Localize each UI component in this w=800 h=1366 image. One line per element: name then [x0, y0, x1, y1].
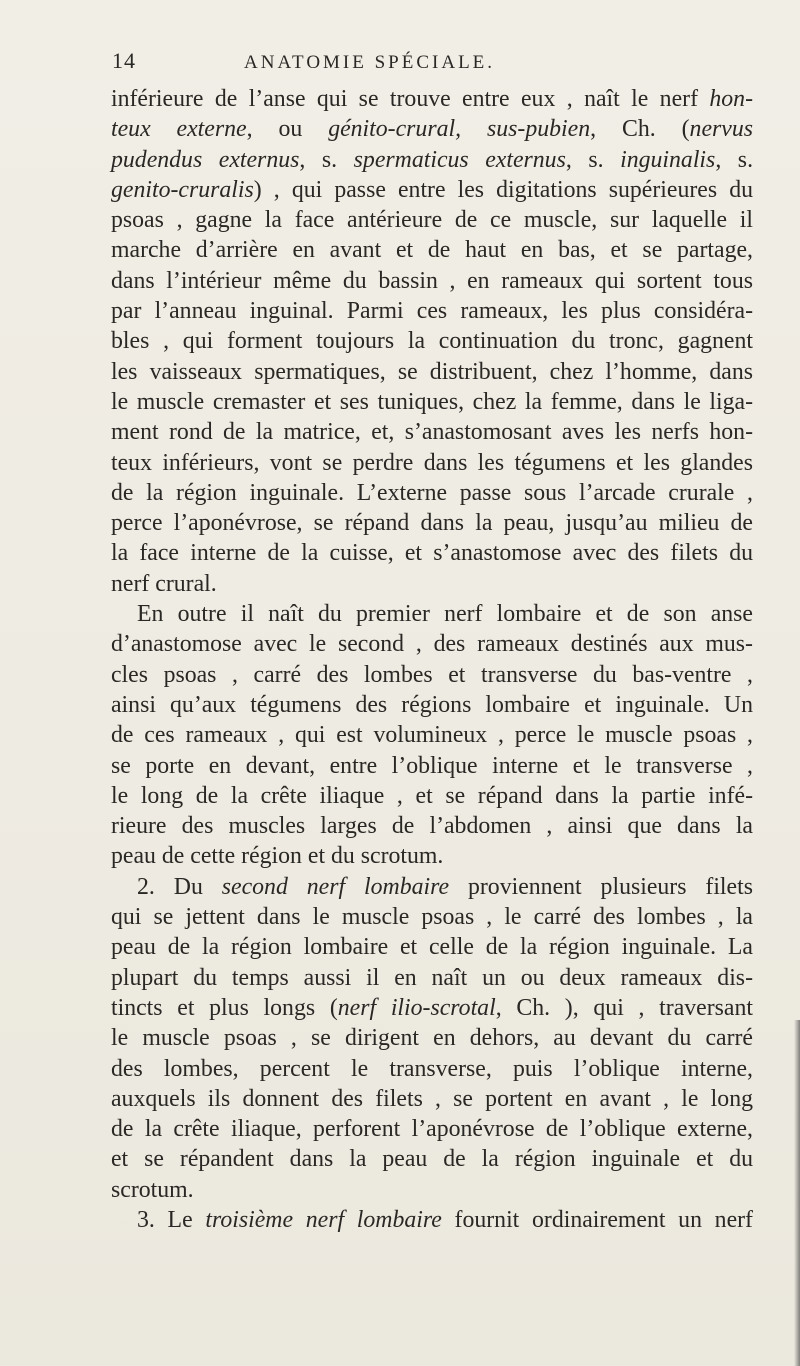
- text-line: [111, 538, 753, 568]
- text-span: rieure des muscles larges de l’abdomen , ainsi que dans la: [111, 813, 753, 840]
- italic-text-span: nerf ilio-scrotal: [337, 994, 496, 1021]
- text-line: [111, 175, 753, 205]
- text-span: par l’anneau inguinal. Parmi ces rameaux, les plus considéra-: [111, 298, 753, 325]
- text-line: [111, 902, 753, 932]
- text-span: psoas , gagne la face antérieure de ce muscle, sur laquelle il: [111, 207, 753, 234]
- text-line: [111, 1144, 753, 1174]
- text-span: marche d’arrière en avant et de haut en bas, et se partage,: [111, 237, 753, 264]
- text-span: perce l’aponévrose, se répand dans la peau, jusqu’au milieu de: [111, 510, 753, 537]
- italic-text-span: spermaticus externus: [353, 146, 566, 173]
- text-line: [111, 872, 753, 902]
- text-span: ) , qui passe entre les digitations supérieures du: [253, 176, 753, 203]
- text-span: ment rond de la matrice, et, s’anastomosant aves les nerfs hon-: [111, 419, 753, 446]
- italic-text-span: inguinalis: [620, 146, 716, 173]
- text-span: , ou: [246, 116, 329, 143]
- text-span: des lombes, percent le transverse, puis l’oblique interne,: [111, 1055, 753, 1082]
- text-span: la face interne de la cuisse, et s’anastomose avec des filets du: [111, 540, 753, 567]
- text-line: [111, 751, 753, 781]
- text-line: [111, 1114, 753, 1144]
- text-span: de ces rameaux , qui est volumineux , perce le muscle psoas ,: [111, 722, 753, 749]
- text-span: peau de cette région et du scrotum.: [111, 843, 444, 870]
- text-span: , s.: [715, 146, 754, 173]
- text-line: [111, 205, 753, 235]
- italic-text-span: troisième nerf lombaire: [205, 1206, 442, 1233]
- text-span: de la région inguinale. L’externe passe sous l’arcade crurale ,: [111, 479, 753, 506]
- page-header: [112, 48, 752, 78]
- text-span: nerf crural.: [111, 570, 217, 597]
- text-line: [111, 963, 753, 993]
- text-line: [111, 84, 753, 114]
- text-line: [111, 569, 753, 599]
- text-line: [111, 781, 753, 811]
- text-line: [111, 266, 753, 296]
- page-number: 14: [112, 48, 136, 73]
- text-line: [111, 357, 753, 387]
- text-span: et se répandent dans la peau de la région inguinale et du: [111, 1146, 753, 1173]
- text-line: [111, 841, 753, 871]
- text-line: [111, 448, 753, 478]
- text-span: de la crête iliaque, perforent l’aponévrose de l’oblique externe,: [111, 1116, 753, 1143]
- text-line: [111, 1205, 753, 1235]
- italic-text-span: teux externe: [111, 116, 247, 143]
- italic-text-span: hon-: [709, 86, 753, 112]
- running-head: ANATOMIE SPÉCIALE.: [244, 52, 496, 73]
- text-line: [111, 932, 753, 962]
- text-span: 3. Le: [137, 1206, 206, 1233]
- text-span: ainsi qu’aux tégumens des régions lombaire et inguinale. Un: [111, 691, 753, 718]
- text-line: [111, 1054, 753, 1084]
- text-line: [111, 690, 753, 720]
- text-span: qui se jettent dans le muscle psoas , le carré des lombes , la: [111, 904, 753, 931]
- text-line: [111, 1084, 753, 1114]
- text-line: [111, 599, 753, 629]
- text-line: [111, 235, 753, 265]
- text-line: [111, 145, 753, 175]
- italic-text-span: génito-crural, sus-pubien: [328, 116, 591, 143]
- text-span: En outre il naît du premier nerf lombaire et de son anse: [137, 601, 753, 628]
- text-line: [111, 811, 753, 841]
- italic-text-span: pudendus externus: [111, 146, 300, 173]
- text-span: , Ch. (: [590, 116, 690, 143]
- text-line: [111, 326, 753, 356]
- text-line: [111, 296, 753, 326]
- text-span: cles psoas , carré des lombes et transverse du bas-ventre ,: [111, 661, 753, 688]
- text-span: le muscle psoas , se dirigent en dehors, au devant du carré: [111, 1025, 753, 1052]
- text-span: , s.: [565, 146, 621, 173]
- text-line: [111, 417, 753, 447]
- text-span: fournit ordinairement un nerf: [441, 1206, 753, 1233]
- text-line: [111, 508, 753, 538]
- text-span: teux inférieurs, vont se perdre dans les tégumens et les glandes: [111, 449, 753, 476]
- text-span: dans l’intérieur même du bassin , en rameaux qui sortent tous: [111, 267, 753, 294]
- text-line: [111, 660, 753, 690]
- text-line: [111, 629, 753, 659]
- body-text: [111, 84, 753, 1235]
- text-span: proviennent plusieurs filets: [449, 873, 753, 900]
- page-edge-shadow: [794, 1020, 800, 1366]
- text-span: d’anastomose avec le second , des rameaux destinés aux mus-: [111, 631, 753, 658]
- text-span: bles , qui forment toujours la continuation du tronc, gagnent: [111, 328, 753, 355]
- italic-text-span: nervus: [689, 116, 753, 143]
- text-line: [111, 720, 753, 750]
- text-span: inférieure de l’anse qui se trouve entre eux , naît le nerf: [111, 86, 710, 112]
- text-span: peau de la région lombaire et celle de la région inguinale. La: [111, 934, 753, 961]
- text-span: tincts et plus longs (: [111, 994, 338, 1021]
- text-span: les vaisseaux spermatiques, se distribuent, chez l’homme, dans: [111, 358, 753, 385]
- text-line: [111, 387, 753, 417]
- text-span: le muscle cremaster et ses tuniques, chez la femme, dans le liga-: [111, 388, 753, 415]
- italic-text-span: genito-cruralis: [111, 176, 254, 203]
- text-span: , Ch. ), qui , traversant: [495, 994, 753, 1021]
- italic-text-span: second nerf lombaire: [221, 873, 450, 900]
- text-span: 2. Du: [137, 873, 222, 900]
- text-span: , s.: [299, 146, 354, 173]
- text-span: auxquels ils donnent des filets , se portent en avant , le long: [111, 1085, 753, 1112]
- text-span: se porte en devant, entre l’oblique interne et le transverse ,: [111, 752, 753, 779]
- text-line: [111, 993, 753, 1023]
- text-line: [111, 114, 753, 144]
- text-line: [111, 478, 753, 508]
- text-line: [111, 1175, 753, 1205]
- text-span: le long de la crête iliaque , et se répand dans la partie infé-: [111, 782, 753, 809]
- text-span: plupart du temps aussi il en naît un ou deux rameaux dis-: [111, 964, 753, 991]
- text-span: scrotum.: [111, 1176, 194, 1203]
- text-line: [111, 1023, 753, 1053]
